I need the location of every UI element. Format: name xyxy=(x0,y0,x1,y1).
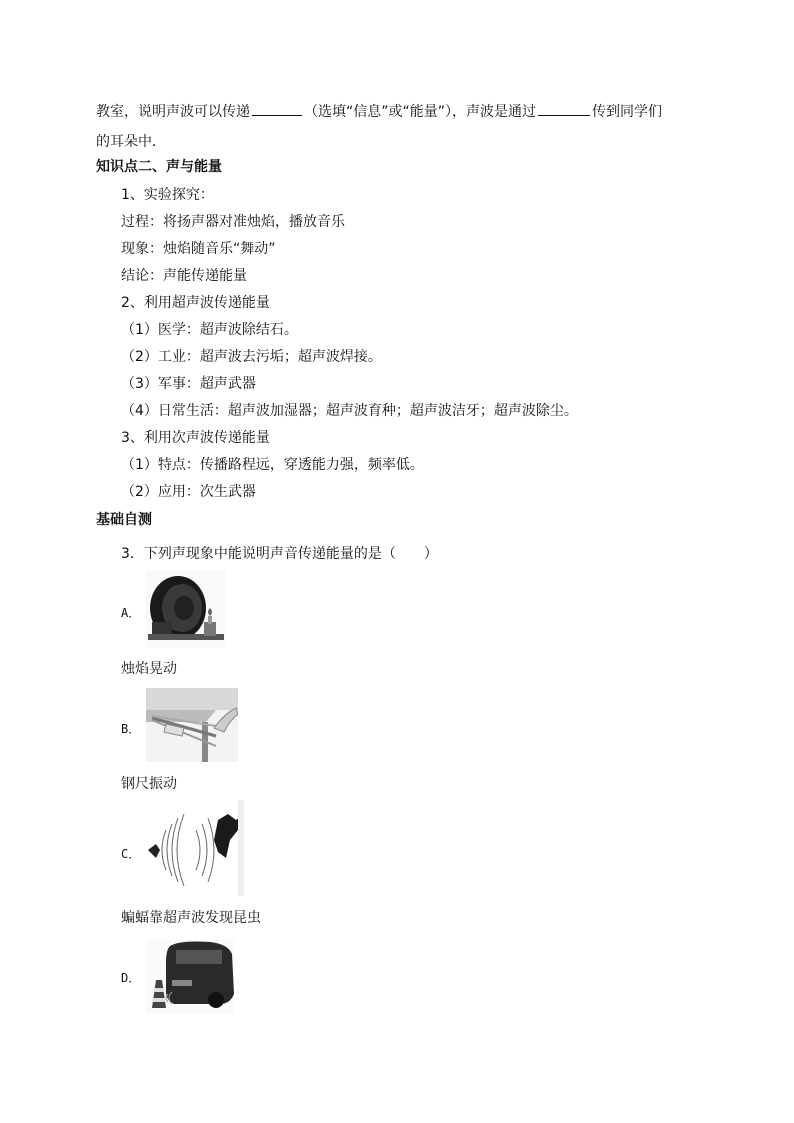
speaker-candle-icon xyxy=(146,570,226,648)
answer-blank-1[interactable] xyxy=(252,101,302,116)
option-b-label[interactable]: B． xyxy=(121,722,141,736)
section-heading-self-test: 基础自测 xyxy=(96,512,152,528)
infrasound-features: （1）特点：传播路程远，穿透能力强，频率低。 xyxy=(121,457,424,473)
ultrasound-industry: （2）工业：超声波去污垢；超声波焊接。 xyxy=(121,349,382,365)
car-reverse-radar-icon xyxy=(146,940,234,1014)
experiment-conclusion: 结论：声能传递能量 xyxy=(121,268,247,284)
ultrasound-military: （3）军事：超声武器 xyxy=(121,376,256,392)
subsection-ultrasound: 2、利用超声波传递能量 xyxy=(121,295,270,311)
experiment-process: 过程：将扬声器对准烛焰，播放音乐 xyxy=(121,214,345,230)
answer-blank-2[interactable] xyxy=(538,101,590,116)
option-a-caption: 烛焰晃动 xyxy=(121,661,177,677)
option-b-caption: 钢尺振动 xyxy=(121,776,177,792)
question-3-stem: 3．下列声现象中能说明声音传递能量的是（ ） xyxy=(121,546,438,562)
experiment-phenomenon: 现象：烛焰随音乐“舞动” xyxy=(121,241,276,257)
ultrasound-daily-life: （4）日常生活：超声波加湿器；超声波育种；超声波洁牙；超声波除尘。 xyxy=(121,403,578,419)
fill-blank-line-2: 的耳朵中． xyxy=(96,134,166,150)
option-d-label[interactable]: D． xyxy=(121,971,141,985)
fill-blank-line-1 xyxy=(96,101,662,121)
option-c-caption: 蝙蝠靠超声波发现昆虫 xyxy=(121,910,261,926)
text-segment: 传到同学们 xyxy=(592,104,663,120)
option-c-label[interactable]: C． xyxy=(121,847,141,861)
ruler-vibration-icon xyxy=(146,688,238,762)
section-heading-energy: 知识点二、声与能量 xyxy=(96,159,222,175)
infrasound-application: （2）应用：次生武器 xyxy=(121,484,256,500)
ultrasound-medical: （1）医学：超声波除结石。 xyxy=(121,322,298,338)
text-segment: （选填“信息”或“能量”），声波是通过 xyxy=(304,104,537,120)
option-a-label[interactable]: A． xyxy=(121,606,141,620)
subsection-infrasound: 3、利用次声波传递能量 xyxy=(121,430,270,446)
bat-ultrasound-icon xyxy=(146,800,244,896)
subsection-experiment: 1、实验探究： xyxy=(121,187,214,203)
text-segment: 教室，说明声波可以传递 xyxy=(96,104,250,120)
